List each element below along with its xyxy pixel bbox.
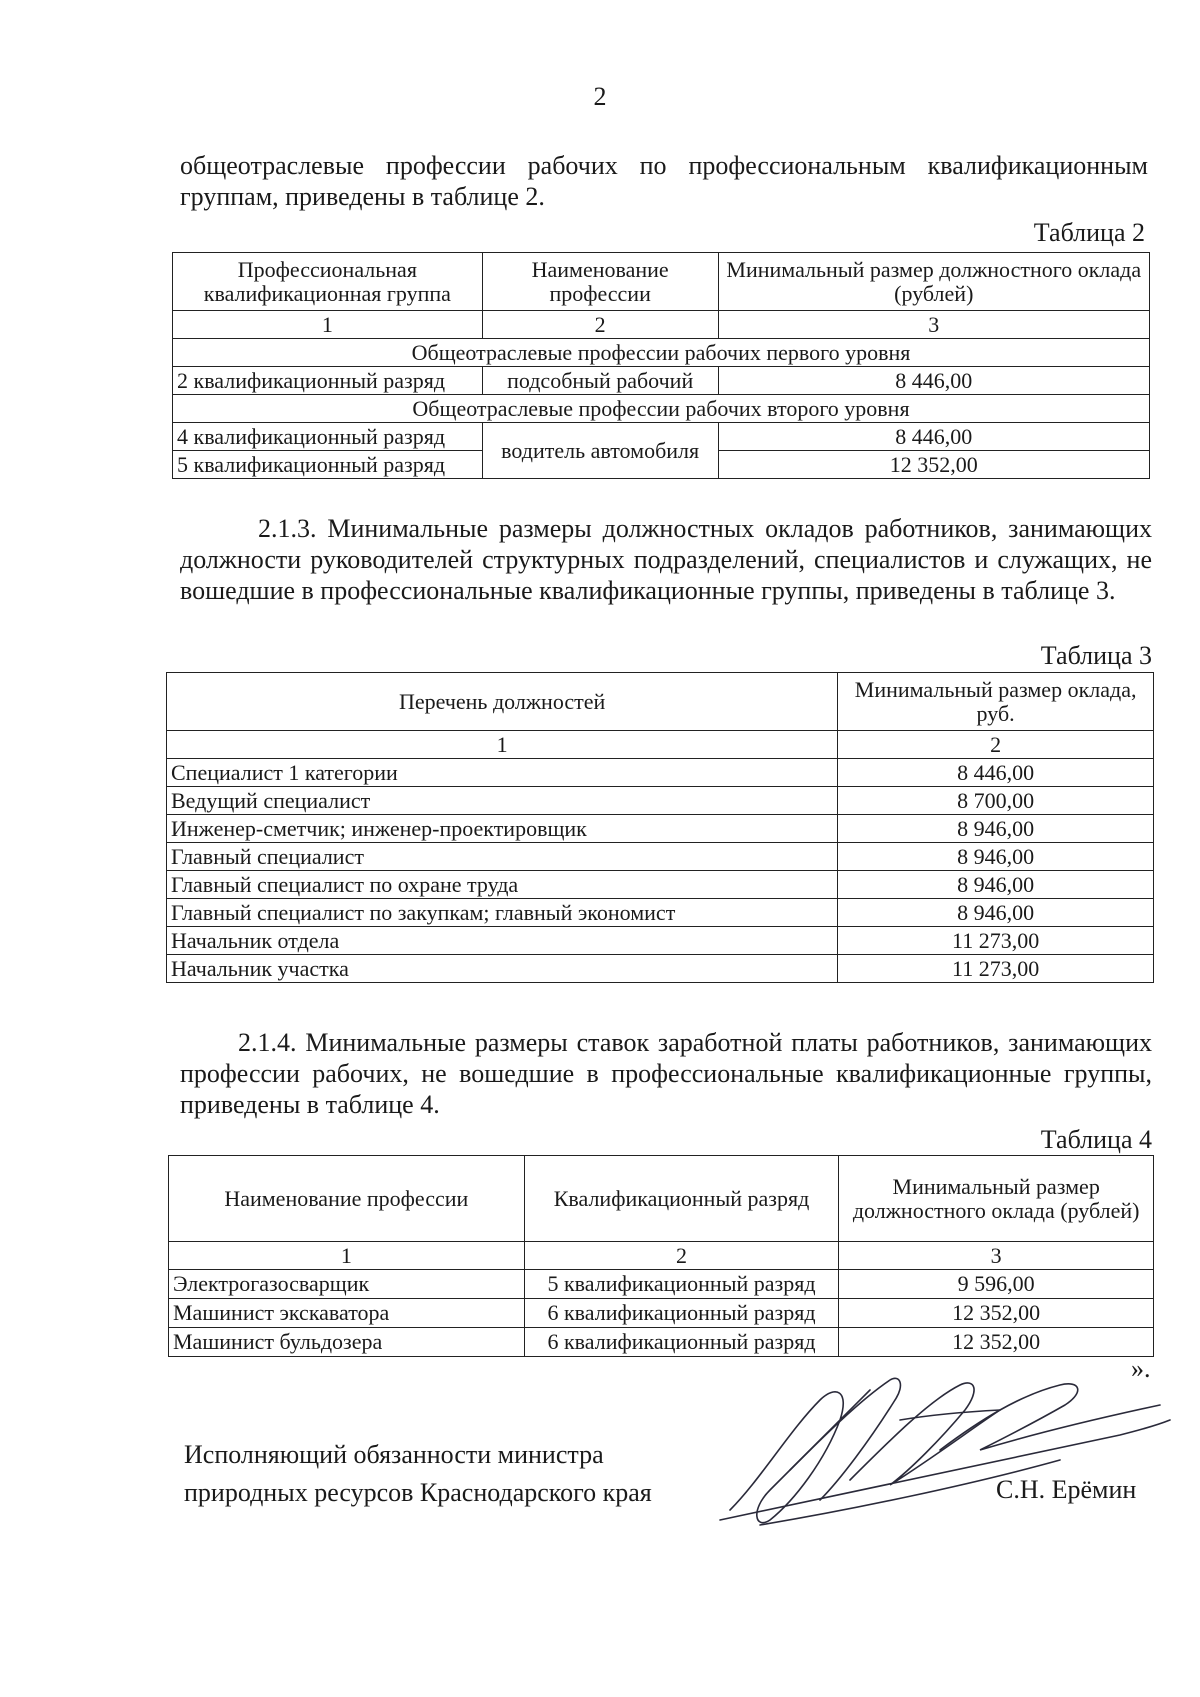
table4-cell-profession: Электрогазосварщик [169, 1270, 525, 1299]
table2-caption: Таблица 2 [1033, 218, 1145, 247]
table3-cell-position: Главный специалист [167, 843, 838, 871]
paragraph-2-1-3: 2.1.3. Минимальные размеры должностных окладов работников, занимающих должности руководителей структурных подразделений, специалистов и служащих, не вошедшие в профессиональные квалификационные группы, приведены в таблице 3. [180, 514, 1152, 605]
table4-cell-salary: 9 596,00 [839, 1270, 1154, 1299]
table3-cell-position: Ведущий специалист [167, 787, 838, 815]
paragraph-2-1-4: 2.1.4. Минимальные размеры ставок заработной платы работников, занимающих профессии рабочих, не вошедшие в профессиональные квалификационные группы, приведены в таблице 4. [180, 1028, 1152, 1119]
table-3 [166, 672, 1154, 983]
signature-title-line1: Исполняющий обязанности министра [184, 1440, 604, 1469]
table3-cell-position: Главный специалист по охране труда [167, 871, 838, 899]
table3-caption: Таблица 3 [1040, 641, 1152, 670]
table4-colnum: 3 [839, 1242, 1154, 1270]
table2-colnum: 2 [482, 311, 718, 339]
signatory-name: С.Н. Ерёмин [996, 1475, 1137, 1504]
table4-cell-profession: Машинист экскаватора [169, 1299, 525, 1328]
table-2 [172, 252, 1150, 479]
table2-colnum: 3 [718, 311, 1149, 339]
table3-cell-salary: 8 946,00 [838, 871, 1154, 899]
table2-cell-group: 2 квалификационный разряд [173, 367, 483, 395]
table3-header-salary: Минимальный размер оклада, руб. [838, 673, 1154, 731]
table4-header-salary: Минимальный размер должностного оклада (рублей) [839, 1156, 1154, 1242]
table3-cell-salary: 11 273,00 [838, 955, 1154, 983]
table4-cell-grade: 5 квалификационный разряд [524, 1270, 839, 1299]
table3-cell-position: Главный специалист по закупкам; главный экономист [167, 899, 838, 927]
table2-cell-group: 4 квалификационный разряд [173, 423, 483, 451]
table2-cell-salary: 8 446,00 [718, 423, 1149, 451]
table4-cell-salary: 12 352,00 [839, 1299, 1154, 1328]
table3-cell-salary: 8 700,00 [838, 787, 1154, 815]
table2-cell-group: 5 квалификационный разряд [173, 451, 483, 479]
table3-cell-position: Специалист 1 категории [167, 759, 838, 787]
table3-cell-salary: 11 273,00 [838, 927, 1154, 955]
table3-cell-salary: 8 446,00 [838, 759, 1154, 787]
table4-cell-grade: 6 квалификационный разряд [524, 1299, 839, 1328]
table3-cell-position: Начальник отдела [167, 927, 838, 955]
table4-caption: Таблица 4 [1040, 1125, 1152, 1154]
signature-title-line2: природных ресурсов Краснодарского края [184, 1478, 652, 1507]
table2-cell-profession: водитель автомобиля [482, 423, 718, 479]
table-4 [168, 1155, 1154, 1357]
table4-cell-profession: Машинист бульдозера [169, 1328, 525, 1357]
table3-cell-position: Инженер-сметчик; инженер-проектировщик [167, 815, 838, 843]
table3-cell-salary: 8 946,00 [838, 899, 1154, 927]
closing-quote: ». [1131, 1354, 1151, 1383]
table2-header-profession: Наименование профессии [482, 253, 718, 311]
table4-header-profession: Наименование профессии [169, 1156, 525, 1242]
table2-header-salary: Минимальный размер должностного оклада (рублей) [718, 253, 1149, 311]
table2-header-group: Профессиональная квалификационная группа [173, 253, 483, 311]
table3-header-position: Перечень должностей [167, 673, 838, 731]
table2-cell-salary: 8 446,00 [718, 367, 1149, 395]
intro-paragraph: общеотраслевые профессии рабочих по профессиональным квалификационным группам, приведены в таблице 2. [180, 151, 1148, 211]
table2-cell-salary: 12 352,00 [718, 451, 1149, 479]
table4-colnum: 2 [524, 1242, 839, 1270]
table3-cell-salary: 8 946,00 [838, 815, 1154, 843]
table4-cell-salary: 12 352,00 [839, 1328, 1154, 1357]
table2-section-row: Общеотраслевые профессии рабочих первого уровня [173, 339, 1150, 367]
table2-cell-profession: подсобный рабочий [482, 367, 718, 395]
page-number: 2 [593, 82, 607, 111]
table3-cell-position: Начальник участка [167, 955, 838, 983]
table4-header-grade: Квалификационный разряд [524, 1156, 839, 1242]
table2-section-row: Общеотраслевые профессии рабочих второго уровня [173, 395, 1150, 423]
signature-title [184, 1436, 652, 1512]
table3-cell-salary: 8 946,00 [838, 843, 1154, 871]
table4-cell-grade: 6 квалификационный разряд [524, 1328, 839, 1357]
table2-colnum: 1 [173, 311, 483, 339]
table3-colnum: 1 [167, 731, 838, 759]
table3-colnum: 2 [838, 731, 1154, 759]
table4-colnum: 1 [169, 1242, 525, 1270]
